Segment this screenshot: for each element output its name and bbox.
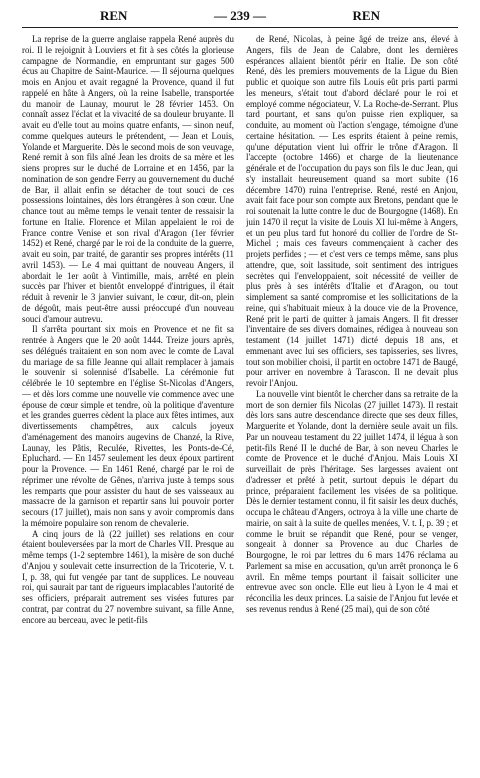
paragraph: A cinq jours de là (22 juillet) ses relations en cour étaient bouleversées par la mort de Charles VII. Presque au même temps (1-2 septembre 1461), la misère de son duché d'Anjou y soulevait cette insurrection de la Tricoterie, V. t. I, p. 38, qui fut vengée par tant de supplices. Le nouveau roi, qui saurait par tant de rigueurs implacables l'autorité de ses officiers, préparait autrement ses visées futures par contrat, par contrat du 27 novembre suivant, sa fille Anne, encore au berceau, avec le petit-fils	[22, 528, 234, 625]
header-left: REN	[100, 8, 128, 23]
running-header	[22, 8, 458, 24]
paragraph: de René, Nicolas, à peine âgé de treize ans, élevé à Angers, fils de Jean de Calabre, dont les dernières espérances allaient bientôt périr en Italie. De son côté René, dès les premiers mouvements de la Ligue du Bien public et quoique son autre fils Louis eût pris parti parmi les meneurs, s'était tout d'abord déclaré pour le roi et employé comme négociateur, V. La Roche-de-Serrant. Plus tard pourtant, et sans qu'on puisse rien expliquer, sa conduite, au moment où l'action s'engage, témoigne d'une certaine hésitation. — Les esprits étaient à peine remis, qu'une députation vient lui offrir le trône d'Aragon. Il l'accepte (octobre 1466) et charge de la lieutenance générale et de l'occupation du pays son fils le duc Jean, qui s'y installait heureusement quand sa mort subite (16 décembre 1470) ruina l'entreprise. René, resté en Anjou, avait fait face pour son compte aux Bretons, pendant que le roi soutenait la lutte contre le duc de Bourgogne (1468). En juin 1470 il reçut la visite de Louis XI lui-même à Angers, et un peu plus tard fut honoré du collier de l'ordre de St-Michel ; mais ces faveurs commençaient à cacher des projets perfides ; — et c'est vers ce temps même, sans plus attendre, que, soit lassitude, soit sentiment des intrigues secrètes qui l'enveloppaient, soit nécessité de veiller de plus près à ses intérêts d'Italie et d'Aragon, ou tout simplement sa santé compromise et les sollicitations de la reine, qui s'habituait mieux à la douce vie de la Provence, René prit le parti de quitter à jamais Angers. Il fit dresser l'inventaire de ses divers domaines, rédigea à nouveau son testament (14 juillet 1471) dicté depuis 18 ans, et emmenant avec lui ses officiers, ses tapisseries, ses livres, tout son mobilier choisi, il partit en octobre 1471 de Baugé, pour arriver en novembre à Tarascon. Il ne devait plus revoir l'Anjou.	[246, 34, 458, 388]
header-right: REN	[352, 8, 380, 23]
page-number: — 239 —	[214, 8, 266, 23]
paragraph: La reprise de la guerre anglaise rappela René auprès du roi. Il le rejoignit à Louviers et fit à ses côtés la glorieuse campagne de Normandie, en empruntant sur gages 500 écus au Chapitre de Saint-Maurice. — Il séjourna quelques mois en Anjou et avait regagné la Provence, quand il fut rappelé en hâte à Angers, où la reine Isabelle, transportée du manoir de Launay, mourut le 28 février 1453. On connaît assez l'éclat et la vivacité de sa douleur bruyante. Il avait eu d'elle tout au moins quatre enfants, — sinon neuf, comme quelques auteurs le prétendent, — Jean et Louis, Yolande et Marguerite. Dès le second mois de son veuvage, René remit à son fils aîné Jean les droits de sa mère et les siens propres sur le duché de Lorraine et en 1456, par la nomination de son gendre Ferry au gouvernement du duché de Bar, il allait enfin se détacher de tout souci de ces possessions lointaines, dès lors étrangères à son cœur. Une chance tout au même temps le venait tenter de ressaisir la fortune en Italie. Florence et Milan appelaient le roi de France contre Venise et son rival d'Aragon (1er février 1452) et René, chargé par le roi de la conduite de la guerre, avait eu soin, par traité, de garantir ses propres intérêts (11 avril 1453). — Le 4 mai quittant de nouveau Angers, il abordait le 1er août à Vintimille, mais, arrêté en plein succès par l'hiver et bientôt enveloppé d'intrigues, il était réduit à revenir le 3 janvier suivant, le cœur, dit-on, plein de dégoût, mais peut-être aussi préoccupé d'un nouveau souci d'amour autrevu.	[22, 34, 234, 324]
left-column	[22, 34, 234, 774]
header-rule	[22, 27, 458, 28]
paragraph: La nouvelle vint bientôt le chercher dans sa retraite de la mort de son dernier fils Nicolas (27 juillet 1473). Il restait dès lors sans autre descendance directe que ses deux filles, Marguerite et Yolande, dont la dernière seule avait un fils. Par un nouveau testament du 22 juillet 1474, il légua à son petit-fils René II le duché de Bar, à son neveu Charles le comte de Provence et le duché d'Anjou. Mais Louis XI surveillait de près l'héritage. Ses largesses avaient ont d'adresser et prêté à petit, surtout depuis le départ du prince, préparaient facilement les visées de sa politique. Dès le dernier testament connu, il fit saisir les deux duchés, occupa le château d'Angers, octroya à la ville une charte de mairie, on sait à la suite de quelles menées, V. t. I, p. 39 ; et comme le bruit se répandit que René, pour se venger, songeait à donner sa Provence au duc Charles de Bourgogne, le roi par lettres du 6 mars 1476 réclama au Parlement sa mise en accusation, qu'un arrêt prononça le 6 avril. En même temps pourtant il faisait solliciter une entrevue avec son oncle. Elle eut lieu à Lyon le 4 mai et réconcilia les deux princes. La saisie de l'Anjou fut levée et ses revenus rendus à René (25 mai), qui de son côté	[246, 388, 458, 614]
right-column	[246, 34, 458, 774]
paragraph: Il s'arrêta pourtant six mois en Provence et ne fit sa rentrée à Angers que le 20 août 1444. Treize jours après, ses délégués traitaient en son nom avec le comte de Laval du mariage de sa fille Jeanne qui allait remplacer à jamais le souvenir si solennisé d'Isabelle. La cérémonie fut célébrée le 10 septembre en l'église St-Nicolas d'Angers, — et dès lors comme une nouvelle vie commence avec une épouse de cœur simple et tendre, où la politique d'aventure et les grandes guerres cèdent la place aux fêtes intimes, aux divertissements champêtres, aux calculs joyeux d'aménagement des manoirs augevins de Chanzé, la Rive, Launay, les Pâtis, Reculée, Rivettes, les Ponts-de-Cé, Epluchard. — En 1457 seulement les deux époux partirent pour la Provence. — En 1461 René, chargé par le roi de réprimer une révolte de Gênes, n'arriva juste à temps sous les remparts que pour assister du haut de ses vaisseaux au massacre de la garnison et repartir sans lui pouvoir porter secours (17 juillet), mais non sans y avoir compromis dans la mémoire populaire son renom de chevalerie.	[22, 324, 234, 528]
